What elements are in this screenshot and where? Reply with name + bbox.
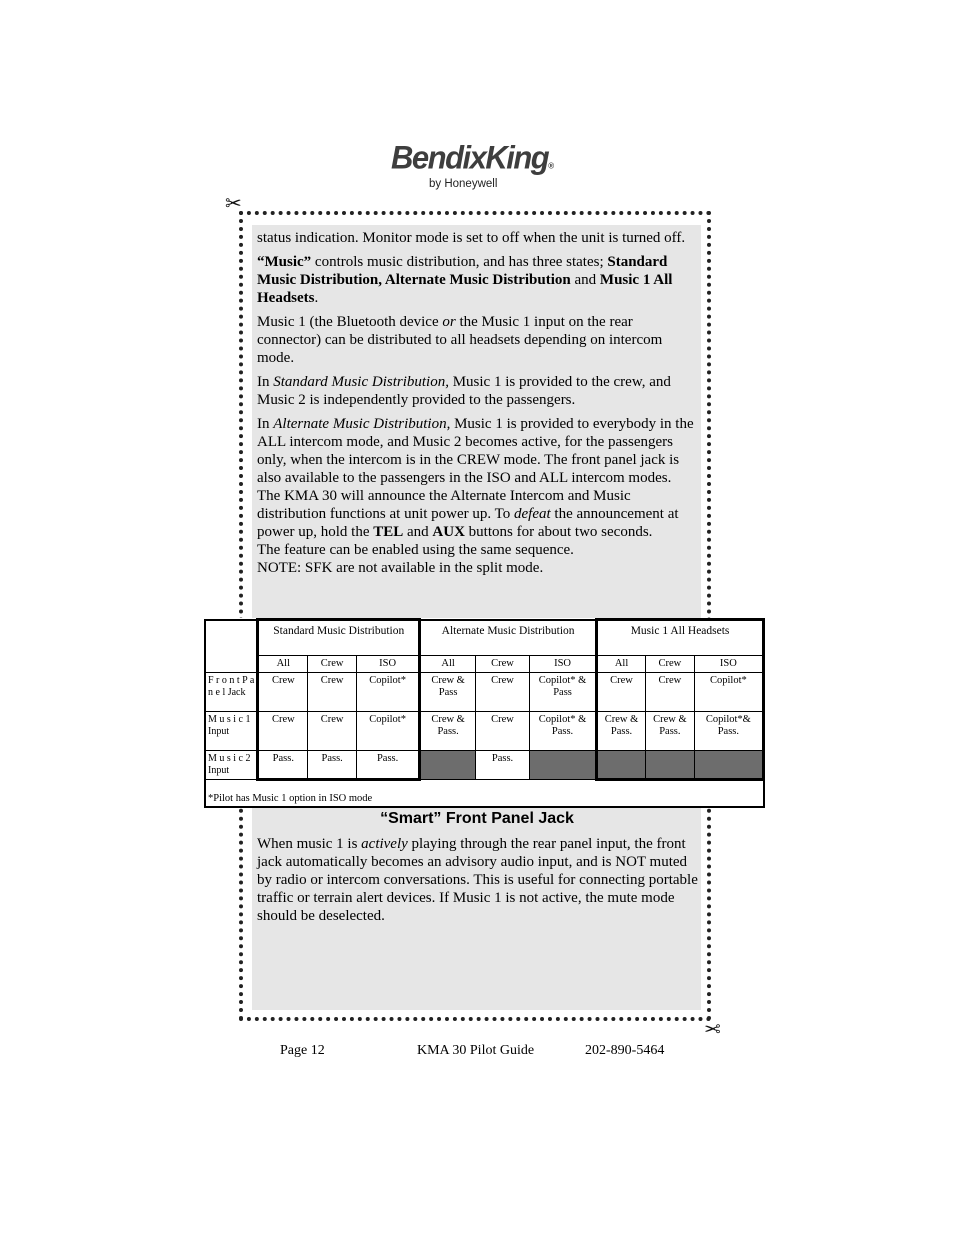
shaded-cell bbox=[420, 751, 476, 780]
paragraph: The feature can be enabled using the same sequence. bbox=[257, 542, 574, 558]
music-distribution-table bbox=[204, 618, 765, 808]
column-header: All bbox=[420, 656, 476, 673]
table-cell: Crew bbox=[308, 673, 357, 712]
bendixking-logo bbox=[391, 139, 555, 195]
part-number: 202-890-5464 bbox=[585, 1043, 665, 1058]
smart-jack-text: When music 1 is actively playing through the rear panel input, the front jack automatically becomes an advisory audio input, and is NOT muted by radio or intercom conversations. This is useful for connecting portable traffic or terrain alert devices. If Music 1 is not active, the mute mode should be deselected. bbox=[257, 836, 698, 924]
table-corner bbox=[205, 620, 258, 673]
column-header: All bbox=[597, 656, 646, 673]
table-cell: Crew bbox=[258, 712, 308, 751]
scissors-icon: ✂ bbox=[225, 193, 242, 215]
table-cell: Pass. bbox=[476, 751, 530, 780]
table-cell: Copilot*& Pass. bbox=[694, 712, 763, 751]
shaded-cell bbox=[597, 751, 646, 780]
table-footnote: *Pilot has Music 1 option in ISO mode bbox=[205, 780, 764, 808]
table-cell: Copilot* & Pass. bbox=[529, 712, 596, 751]
table-cell: Pass. bbox=[357, 751, 420, 780]
table-cell: Pass. bbox=[308, 751, 357, 780]
page-number: Page 12 bbox=[280, 1043, 325, 1058]
paragraph: status indication. Monitor mode is set to off when the unit is turned off. bbox=[257, 230, 686, 246]
logo-wordmark: BendixKing® bbox=[391, 139, 555, 176]
column-header: All bbox=[258, 656, 308, 673]
table-row bbox=[205, 673, 764, 712]
shaded-cell bbox=[645, 751, 694, 780]
table-cell: Copilot* bbox=[357, 712, 420, 751]
table-cell: Crew bbox=[476, 673, 530, 712]
group-header-standard: Standard Music Distribution bbox=[258, 620, 420, 656]
logo-subtitle: by Honeywell bbox=[429, 178, 498, 190]
group-header-alternate: Alternate Music Distribution bbox=[420, 620, 597, 656]
row-header: F r o n t P a n e l Jack bbox=[205, 673, 258, 712]
table-cell: Copilot* bbox=[357, 673, 420, 712]
column-header: ISO bbox=[529, 656, 596, 673]
shaded-cell bbox=[694, 751, 763, 780]
table-cell: Crew & Pass. bbox=[597, 712, 646, 751]
table-cell: Crew & Pass bbox=[420, 673, 476, 712]
table-cell: Copilot* & Pass bbox=[529, 673, 596, 712]
paragraph: Music 1 (the Bluetooth device or the Music 1 input on the rear connector) can be distributed to all headsets depending on intercom mode. bbox=[257, 314, 663, 366]
table-cell: Crew & Pass. bbox=[420, 712, 476, 751]
note-paragraph: NOTE: SFK are not available in the split mode. bbox=[257, 560, 544, 576]
table-cell: Crew & Pass. bbox=[645, 712, 694, 751]
column-header: ISO bbox=[357, 656, 420, 673]
paragraph: The KMA 30 will announce the Alternate Intercom and Music distribution functions at unit power up. To defeat the announcement at power up, hold the TEL and AUX buttons for about two seconds. bbox=[257, 488, 679, 540]
body-text bbox=[257, 229, 697, 577]
section-title: “Smart” Front Panel Jack bbox=[380, 810, 574, 827]
row-header: M u s i c 1 Input bbox=[205, 712, 258, 751]
paragraph: In Standard Music Distribution, Music 1 is provided to the crew, and Music 2 is independently provided to the passengers. bbox=[257, 374, 671, 408]
table-cell: Crew bbox=[476, 712, 530, 751]
paragraph: In Alternate Music Distribution, Music 1 is provided to everybody in the ALL intercom mode, and Music 2 becomes active, for the passengers only, when the intercom is in the CREW mode. The front panel jack is also available to the passengers in the ISO and ALL intercom modes. bbox=[257, 416, 694, 486]
column-header: ISO bbox=[694, 656, 763, 673]
table-cell: Copilot* bbox=[694, 673, 763, 712]
group-header-all-headsets: Music 1 All Headsets bbox=[597, 620, 764, 656]
table-cell: Crew bbox=[308, 712, 357, 751]
table-cell: Pass. bbox=[258, 751, 308, 780]
shaded-cell bbox=[529, 751, 596, 780]
scissors-icon: ✂ bbox=[704, 1019, 721, 1041]
table-cell: Crew bbox=[258, 673, 308, 712]
guide-title: KMA 30 Pilot Guide bbox=[417, 1043, 535, 1058]
table-cell: Crew bbox=[597, 673, 646, 712]
column-header: Crew bbox=[476, 656, 530, 673]
table-row bbox=[205, 751, 764, 780]
table-cell: Crew bbox=[645, 673, 694, 712]
paragraph: “Music” controls music distribution, and has three states; Standard Music Distribution, Alternate Music Distribution and Music 1 All Headsets. bbox=[257, 254, 673, 306]
row-header: M u s i c 2 Input bbox=[205, 751, 258, 780]
column-header: Crew bbox=[308, 656, 357, 673]
table-row bbox=[205, 712, 764, 751]
column-header: Crew bbox=[645, 656, 694, 673]
